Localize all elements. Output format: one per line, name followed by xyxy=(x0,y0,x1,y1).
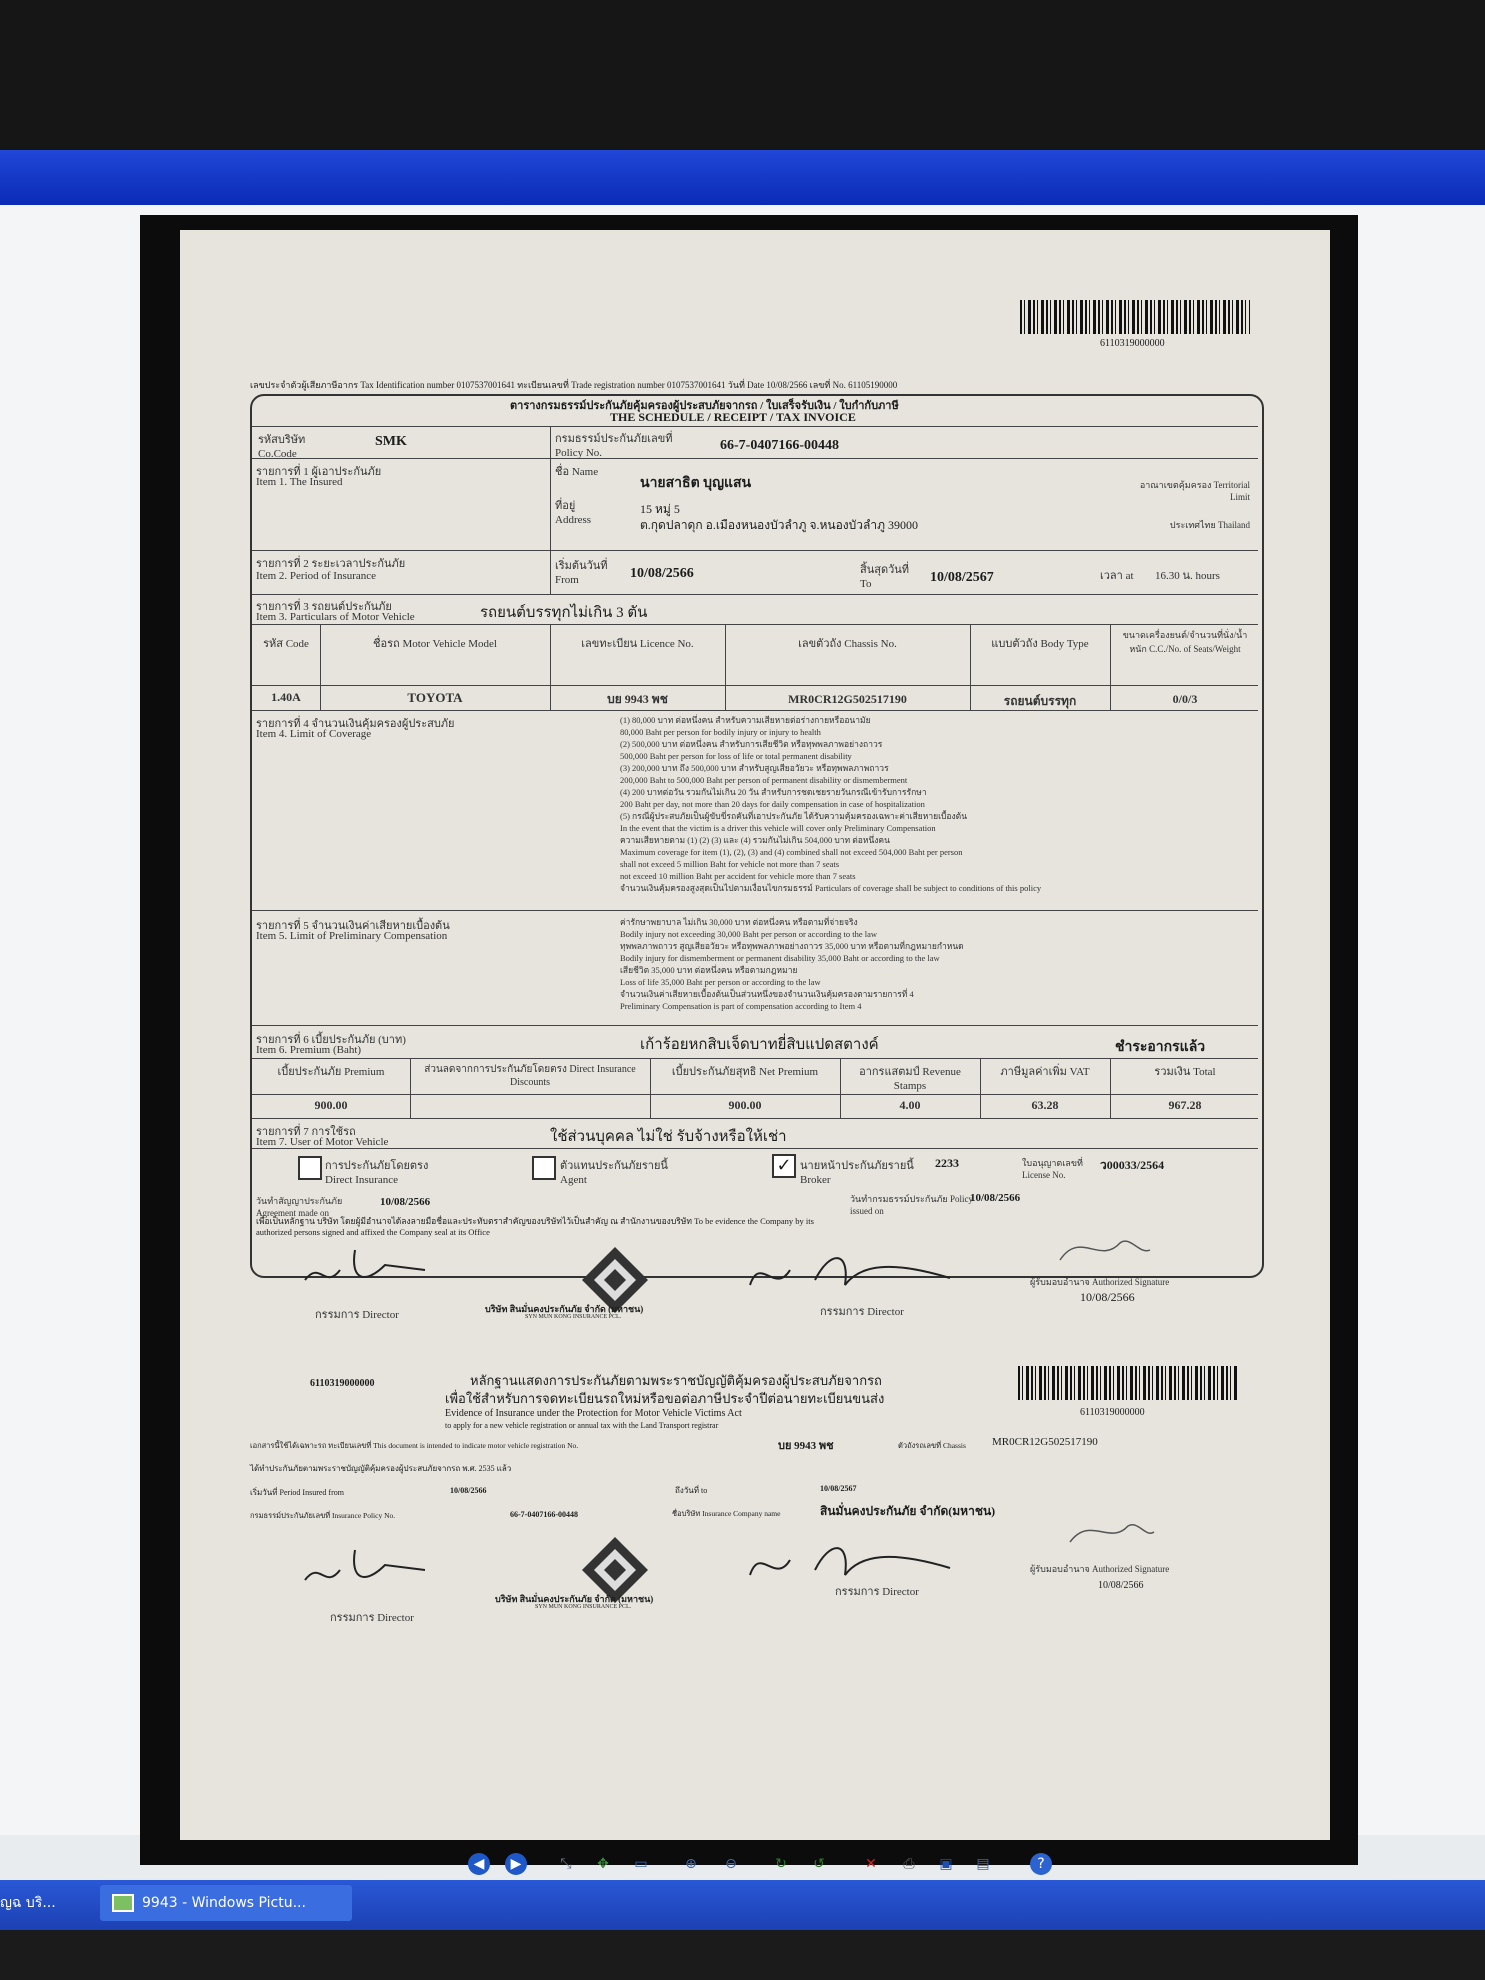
divider xyxy=(252,624,1258,625)
stub-line1: เอกสารนี้ใช้ได้เฉพาะรถ ทะเบียนเลขที่ This document is intended to indicate motor vehicle registration No. xyxy=(250,1441,579,1450)
vehicle-engine: 0/0/3 xyxy=(1172,692,1198,706)
director-label-2: กรรมการ Director xyxy=(820,1306,904,1318)
title-thai: ตารางกรมธรรม์ประกันภัยคุ้มครองผู้ประสบภัยจากรถ / ใบเสร็จรับเงิน / ใบกำกับภาษี xyxy=(510,400,899,412)
previous-icon[interactable]: ◀ xyxy=(468,1853,490,1875)
agent-checkbox xyxy=(532,1156,556,1180)
coverage-line: not exceed 10 million Baht per accident for vehicle more than 7 seats xyxy=(620,871,856,881)
item5-label-en: Item 5. Limit of Preliminary Compensation xyxy=(256,930,448,942)
authorized-signature xyxy=(1040,1225,1160,1275)
item4-label-en: Item 4. Limit of Coverage xyxy=(256,728,372,740)
premium-value: 900.00 xyxy=(314,1098,348,1112)
premium-header-premium: เบี้ยประกันภัย Premium xyxy=(277,1066,385,1078)
co-code-value: SMK xyxy=(375,434,407,449)
license-label: ใบอนุญาตเลขที่ License No. xyxy=(1022,1158,1083,1180)
time-label: เวลา at xyxy=(1100,570,1134,582)
vehicle-type: รถยนต์บรรทุกไม่เกิน 3 ตัน xyxy=(480,605,648,621)
item2-label-en: Item 2. Period of Insurance xyxy=(256,570,377,582)
coverage-list xyxy=(620,714,1250,894)
stub-chassis-label: ตัวถังรถเลขที่ Chassis xyxy=(898,1441,966,1450)
from-label: เริ่มต้นวันที่ From xyxy=(555,560,608,586)
zoom-in-icon[interactable]: ⊕ xyxy=(685,1856,697,1872)
vehicle-model: TOYOTA xyxy=(407,690,463,705)
coverage-line: ความเสียหายตาม (1) (2) (3) และ (4) รวมกันไม่เกิน 504,000 บาท ต่อหนึ่งคน xyxy=(620,835,890,845)
stub-to-label: ถึงวันที่ to xyxy=(675,1486,708,1495)
taskbar-window-title: 9943 - Windows Pictu... xyxy=(142,1895,306,1911)
stub-barcode-number: 6110319000000 xyxy=(310,1378,375,1389)
prelim-line: Preliminary Compensation is part of compensation according to Item 4 xyxy=(620,1001,862,1011)
policy-no-label: กรมธรรม์ประกันภัยเลขที่ Policy No. xyxy=(555,433,673,459)
stub-line2: ได้ทำประกันภัยตามพระราชบัญญัติคุ้มครองผู้ประสบภัยจากรถ พ.ศ. 2535 แล้ว xyxy=(250,1464,512,1473)
territorial-value: ประเทศไทย Thailand xyxy=(1169,520,1250,530)
stamps-value: 4.00 xyxy=(899,1098,921,1112)
divider xyxy=(252,426,1258,427)
item2-label: รายการที่ 2 ระยะเวลาประกันภัย xyxy=(256,558,406,570)
coverage-line: (1) 80,000 บาท ต่อหนึ่งคน สำหรับความเสียหายต่อร่างกายหรืออนามัย xyxy=(620,715,871,725)
next-icon[interactable]: ▶ xyxy=(505,1853,527,1875)
premium-header-stamps: อากรแสตมป์ Revenue Stamps xyxy=(859,1066,961,1092)
divider xyxy=(550,458,551,550)
company-name-thai: บริษัท สินมั่นคงประกันภัย จำกัด (มหาชน) xyxy=(485,1304,644,1314)
actual-size-icon[interactable]: ✥ xyxy=(597,1856,609,1872)
top-barcode-number: 6110319000000 xyxy=(1100,338,1165,349)
preliminary-compensation-list xyxy=(620,916,1250,1012)
divider xyxy=(252,1148,1258,1149)
item5-label: รายการที่ 5 จำนวนเงินค่าเสียหายเบื้องต้น xyxy=(256,920,450,932)
prelim-line: ค่ารักษาพยาบาล ไม่เกิน 30,000 บาท ต่อหนึ่งคน หรือตามที่จ่ายจริง xyxy=(620,917,858,927)
window-title-bar xyxy=(0,150,1485,205)
item3-label-en: Item 3. Particulars of Motor Vehicle xyxy=(256,611,415,623)
stub-director-signature-2 xyxy=(740,1530,960,1590)
premium-in-words: เก้าร้อยหกสิบเจ็ดบาทยี่สิบแปดสตางค์ xyxy=(640,1037,879,1053)
stub-period-from: 10/08/2566 xyxy=(450,1486,487,1495)
divider xyxy=(550,426,551,458)
direct-insurance-label: การประกันภัยโดยตรง Direct Insurance xyxy=(325,1160,429,1186)
divider xyxy=(252,1025,1258,1026)
policy-no-value: 66-7-0407166-00448 xyxy=(720,438,839,453)
item1-label-en: Item 1. The Insured xyxy=(256,476,343,488)
coverage-line: (3) 200,000 บาท ถึง 500,000 บาท สำหรับสูญเสียอวัยวะ หรือทุพพลภาพถาวร xyxy=(620,763,889,773)
vat-value: 63.28 xyxy=(1031,1098,1059,1112)
coverage-line: จำนวนเงินคุ้มครองสูงสุดเป็นไปตามเงื่อนไขกรมธรรม์ Particulars of coverage shall be subject to conditions of this policy xyxy=(620,883,1042,893)
premium-header-discount: ส่วนลดจากการประกันภัยโดยตรง Direct Insurance Discounts xyxy=(424,1064,636,1088)
total-value: 967.28 xyxy=(1168,1098,1202,1112)
prelim-line: เสียชีวิต 35,000 บาท ต่อหนึ่งคน หรือตามกฎหมาย xyxy=(620,965,798,975)
rotate-clockwise-icon[interactable]: ↻ xyxy=(775,1856,787,1872)
stub-period-label: เริ่มวันที่ Period Insured from xyxy=(250,1488,344,1497)
stub-director-label-2: กรรมการ Director xyxy=(835,1586,919,1598)
vehicle-licence: บย 9943 พช xyxy=(607,692,668,706)
divider xyxy=(252,1118,1258,1119)
item3-label: รายการที่ 3 รถยนต์ประกันภัย xyxy=(256,601,392,613)
agreement-date: 10/08/2566 xyxy=(380,1196,431,1208)
monitor-bezel-top xyxy=(0,0,1485,150)
director-label-1: กรรมการ Director xyxy=(315,1309,399,1321)
from-date: 10/08/2566 xyxy=(630,566,694,581)
stub-company-label: ชื่อบริษัท Insurance Company name xyxy=(672,1509,781,1518)
coverage-line: (4) 200 บาทต่อวัน รวมกันไม่เกิน 20 วัน สำหรับการชดเชยรายวันกรณีเข้ารับการรักษา xyxy=(620,787,927,797)
item4-label: รายการที่ 4 จำนวนเงินคุ้มครองผู้ประสบภัย xyxy=(256,718,455,730)
divider xyxy=(252,1094,1258,1095)
prelim-line: Loss of life 35,000 Baht per person or according to the law xyxy=(620,977,821,987)
broker-label: นายหน้าประกันภัยรายนี้ Broker xyxy=(800,1160,914,1186)
divider xyxy=(1110,1058,1111,1118)
stub-company-name-thai: บริษัท สินมั่นคงประกันภัย จำกัด (มหาชน) xyxy=(495,1594,654,1604)
coverage-line: 200 Baht per day, not more than 20 days for daily compensation in case of hospitalization xyxy=(620,799,925,809)
help-icon[interactable]: ? xyxy=(1030,1853,1052,1875)
co-code-label: รหัสบริษัท Co.Code xyxy=(258,434,306,460)
stub-director-label-1: กรรมการ Director xyxy=(330,1612,414,1624)
stub-policy-no: 66-7-0407166-00448 xyxy=(510,1510,578,1519)
coverage-line: 80,000 Baht per person for bodily injury or injury to health xyxy=(620,727,821,737)
best-fit-icon[interactable]: ⤡ xyxy=(560,1856,572,1872)
coverage-line: 500,000 Baht per person for loss of life or total permanent disability xyxy=(620,751,852,761)
divider xyxy=(970,624,971,710)
divider xyxy=(650,1058,651,1118)
stub-company-name-english: SYN MUN KONG INSURANCE PCL. xyxy=(535,1604,632,1610)
vehicle-header-licence: เลขทะเบียน Licence No. xyxy=(581,638,694,650)
broker-code: 2233 xyxy=(935,1156,959,1170)
stub-licence: บย 9943 พช xyxy=(778,1440,834,1452)
address-line2: ต.กุดปลาดุก อ.เมืองหนองบัวลำภู จ.หนองบัวลำภู 39000 xyxy=(640,518,919,532)
insurance-document-page xyxy=(180,230,1330,1840)
premium-header-net: เบี้ยประกันภัยสุทธิ Net Premium xyxy=(671,1066,819,1078)
zoom-out-icon[interactable]: ⊖ xyxy=(725,1856,737,1872)
address-label: ที่อยู่ Address xyxy=(555,500,592,526)
stub-barcode-bottom-number: 6110319000000 xyxy=(1080,1407,1145,1418)
agent-label: ตัวแทนประกันภัยรายนี้ Agent xyxy=(560,1160,668,1186)
divider xyxy=(320,624,321,710)
stub-period-to: 10/08/2567 xyxy=(820,1484,857,1493)
license-no: ว00033/2564 xyxy=(1100,1158,1165,1172)
open-with-icon[interactable]: ▤ xyxy=(976,1856,990,1872)
divider xyxy=(252,685,1258,686)
to-date: 10/08/2567 xyxy=(930,570,994,585)
divider xyxy=(252,910,1258,911)
divider xyxy=(252,458,1258,459)
director-signature-1 xyxy=(295,1240,435,1300)
authorized-date: 10/08/2566 xyxy=(1080,1290,1135,1304)
stub-chassis: MR0CR12G502517190 xyxy=(992,1436,1098,1448)
coverage-line: shall not exceed 5 million Baht for vehicle not more than 7 seats xyxy=(620,859,840,869)
divider xyxy=(840,1058,841,1118)
stub-title-english-1: Evidence of Insurance under the Protection for Motor Vehicle Victims Act xyxy=(445,1408,742,1419)
company-name-english: SYN MUN KONG INSURANCE PCL. xyxy=(525,1314,622,1320)
insured-name: นายสาธิต บุญแสน xyxy=(640,476,752,491)
evidence-text: เพื่อเป็นหลักฐาน บริษัท โดยผู้มีอำนาจได้ลงลายมือชื่อและประทับตราสำคัญของบริษัทไว้เป็นสำคัญ ณ สำนักงานของบริษัท To be evidence the Company by its authorized persons signed and affixed the Company seal at its Office xyxy=(256,1216,814,1237)
stub-authorized-label: ผู้รับมอบอำนาจ Authorized Signature xyxy=(1030,1564,1170,1574)
divider xyxy=(252,550,1258,551)
top-barcode xyxy=(1020,300,1250,334)
prelim-line: Bodily injury not exceeding 30,000 Baht per person or according to the law xyxy=(620,929,878,939)
vehicle-header-model: ชื่อรถ Motor Vehicle Model xyxy=(373,638,497,650)
viewer-toolbar xyxy=(0,1825,1485,1880)
stub-title-thai-1: หลักฐานแสดงการประกันภัยตามพระราชบัญญัติคุ้มครองผู้ประสบภัยจากรถ xyxy=(470,1373,882,1388)
print-icon[interactable]: ⎙ xyxy=(903,1856,915,1872)
prelim-line: Bodily injury for dismemberment or permanent disability 35,000 Baht or according to the law xyxy=(620,953,940,963)
stub-title-english-2: to apply for a new vehicle registration or annual tax with the Land Transport registrar xyxy=(445,1421,719,1430)
divider xyxy=(410,1058,411,1118)
authorized-label: ผู้รับมอบอำนาจ Authorized Signature xyxy=(1030,1277,1170,1287)
vehicle-usage: ใช้ส่วนบุคคล ไม่ใช่ รับจ้างหรือให้เช่า xyxy=(550,1129,787,1145)
issued-label: วันทำกรมธรรม์ประกันภัย Policy issued on xyxy=(850,1194,973,1216)
save-icon[interactable]: ▣ xyxy=(939,1856,953,1872)
premium-header-total: รวมเงิน Total xyxy=(1154,1066,1216,1078)
agreement-label: วันทำสัญญาประกันภัย Agreement made on xyxy=(256,1196,343,1218)
divider xyxy=(252,1058,1258,1059)
duty-paid-label: ชำระอากรแล้ว xyxy=(1115,1040,1206,1055)
screen xyxy=(0,150,1485,1880)
slideshow-icon[interactable]: ▭ xyxy=(634,1856,648,1872)
rotate-counterclockwise-icon[interactable]: ↺ xyxy=(813,1856,825,1872)
divider xyxy=(252,594,1258,595)
territorial-label: อาณาเขตคุ้มครอง Territorial Limit xyxy=(1139,480,1250,502)
vehicle-header-body: แบบตัวถัง Body Type xyxy=(991,638,1089,650)
desk-surface xyxy=(0,1930,1485,1980)
divider xyxy=(550,624,551,710)
direct-insurance-checkbox xyxy=(298,1156,322,1180)
item7-label-en: Item 7. User of Motor Vehicle xyxy=(256,1136,389,1148)
divider xyxy=(1110,624,1111,710)
vehicle-code: 1.40A xyxy=(271,690,301,704)
item1-label: รายการที่ 1 ผู้เอาประกันภัย xyxy=(256,466,382,478)
to-label: สิ้นสุดวันที่ To xyxy=(860,564,910,590)
director-signature-2 xyxy=(740,1240,960,1300)
stub-authorized-signature xyxy=(1050,1510,1160,1555)
issued-date: 10/08/2566 xyxy=(970,1192,1021,1204)
premium-header-vat: ภาษีมูลค่าเพิ่ม VAT xyxy=(1000,1066,1090,1078)
vehicle-body: รถยนต์บรรทุก xyxy=(1003,694,1077,708)
coverage-line: (5) กรณีผู้ประสบภัยเป็นผู้ขับขี่รถคันที่เอาประกันภัย ได้รับความคุ้มครองเฉพาะค่าเสียหายเบื้องต้น xyxy=(620,811,968,821)
divider xyxy=(980,1058,981,1118)
stub-date: 10/08/2566 xyxy=(1098,1580,1144,1591)
vehicle-chassis: MR0CR12G502517190 xyxy=(788,692,907,706)
item6-label-en: Item 6. Premium (Baht) xyxy=(256,1044,362,1056)
vehicle-header-chassis: เลขตัวถัง Chassis No. xyxy=(798,638,897,650)
prelim-line: ทุพพลภาพถาวร สูญเสียอวัยวะ หรือทุพพลภาพอย่างถาวร 35,000 บาท หรือตามที่กฎหมายกำหนด xyxy=(620,941,964,951)
stub-company-name: สินมั่นคงประกันภัย จำกัด(มหาชน) xyxy=(820,1504,996,1518)
divider xyxy=(252,710,1258,711)
stub-barcode xyxy=(1018,1366,1238,1400)
divider xyxy=(550,550,551,594)
taskbar-item-label: ญฉ บริ... xyxy=(0,1895,56,1911)
stub-title-thai-2: เพื่อใช้สำหรับการจดทะเบียนรถใหม่หรือขอต่อภาษีประจำปีต่อนายทะเบียนขนส่ง xyxy=(445,1391,885,1406)
taskbar-picture-viewer[interactable] xyxy=(100,1885,352,1921)
taskbar-item[interactable] xyxy=(0,1885,90,1921)
stub-director-signature-1 xyxy=(295,1540,435,1600)
coverage-line: In the event that the victim is a driver this vehicle will cover only Preliminary Compensation xyxy=(620,823,936,833)
coverage-line: Maximum coverage for item (1), (2), (3) and (4) combined shall not exceed 504,000 Baht per person xyxy=(620,847,963,857)
prelim-line: จำนวนเงินค่าเสียหายเบื้องต้นเป็นส่วนหนึ่งของจำนวนเงินคุ้มครองตามรายการที่ 4 xyxy=(620,989,914,999)
net-premium-value: 900.00 xyxy=(728,1098,762,1112)
coverage-line: 200,000 Baht to 500,000 Baht per person of permanent disability or dismemberment xyxy=(620,775,908,785)
divider xyxy=(725,624,726,710)
delete-icon[interactable]: ✕ xyxy=(865,1856,877,1872)
vehicle-header-engine: ขนาดเครื่องยนต์/จำนวนที่นั่ง/น้ำหนัก C.C./No. of Seats/Weight xyxy=(1122,630,1248,654)
coverage-line: (2) 500,000 บาท ต่อหนึ่งคน สำหรับการเสียชีวิต หรือทุพพลภาพอย่างถาวร xyxy=(620,739,883,749)
title-english: THE SCHEDULE / RECEIPT / TAX INVOICE xyxy=(610,410,856,424)
item6-label: รายการที่ 6 เบี้ยประกันภัย (บาท) xyxy=(256,1034,406,1046)
picture-viewer-icon xyxy=(112,1894,134,1912)
broker-checkbox-checked: ✓ xyxy=(772,1154,796,1178)
time-value: 16.30 น. hours xyxy=(1155,570,1220,582)
item7-label: รายการที่ 7 การใช้รถ xyxy=(256,1126,356,1138)
vehicle-header-code: รหัส Code xyxy=(263,638,309,650)
stub-policy-label: กรมธรรม์ประกันภัยเลขที่ Insurance Policy No. xyxy=(250,1511,396,1520)
header-line: เลขประจำตัวผู้เสียภาษีอากร Tax Identification number 0107537001641 ทะเบียนเลขที่ Trade registration number 0107537001641 วันที่ Date 10/08/2566 เลขที่ No. 61105190000 xyxy=(250,380,898,390)
address-line1: 15 หมู่ 5 xyxy=(640,502,680,516)
name-label: ชื่อ Name xyxy=(555,466,599,478)
